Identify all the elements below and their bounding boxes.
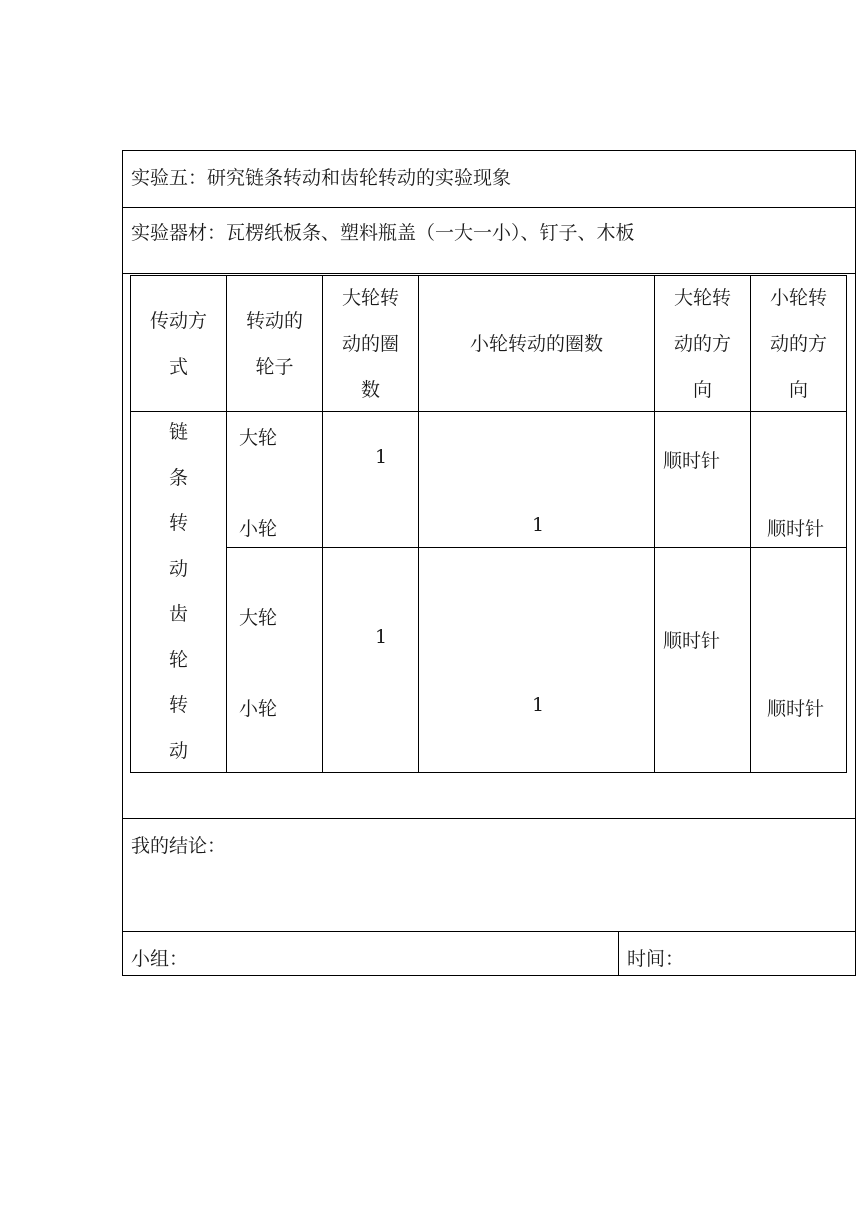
group1-big-turns: 1 — [375, 446, 388, 468]
mode-label: 链 条 转 动 齿 轮 转 动 — [168, 421, 188, 762]
group2-big-turns: 1 — [375, 626, 388, 648]
header-small-turns: 小轮转动的圈数 — [469, 332, 603, 355]
conclusion-label: 我的结论： — [131, 835, 227, 857]
group2-small-turns: 1 — [532, 694, 545, 716]
time-field[interactable] — [688, 932, 853, 976]
group-divider — [226, 547, 846, 548]
header-small-direction: 小轮转 动的方 向 — [769, 286, 827, 401]
header-mode: 传动方 式 — [149, 309, 207, 378]
group1-big-direction: 顺时针 — [663, 450, 721, 472]
header-wheel: 转动的 轮子 — [245, 309, 303, 378]
group1-small-wheel: 小轮 — [239, 518, 278, 540]
group2-big-wheel: 大轮 — [239, 607, 278, 629]
header-divider — [131, 411, 846, 412]
header-big-direction: 大轮转 动的方 向 — [673, 286, 731, 401]
materials-text: 实验器材：瓦楞纸板条、塑料瓶盖（一大一小）、钉子、木板 — [131, 222, 635, 244]
group1-small-turns: 1 — [532, 514, 545, 536]
time-label: 时间： — [627, 948, 685, 970]
group2-small-direction: 顺时针 — [767, 698, 825, 720]
footer-col-divider — [618, 932, 619, 975]
worksheet — [122, 150, 856, 976]
group2-small-wheel: 小轮 — [239, 698, 278, 720]
group-label: 小组： — [131, 948, 189, 970]
experiment-title: 实验五：研究链条转动和齿轮转动的实验现象 — [131, 167, 512, 189]
title-row — [123, 151, 855, 208]
group1-small-direction: 顺时针 — [767, 518, 825, 540]
materials-row — [123, 207, 855, 274]
data-table — [130, 275, 847, 773]
header-big-turns: 大轮转 动的圈 数 — [341, 286, 399, 401]
group-field[interactable] — [193, 932, 613, 976]
group2-big-direction: 顺时针 — [663, 630, 721, 652]
conclusion-area[interactable] — [123, 819, 855, 931]
group1-big-wheel: 大轮 — [239, 427, 278, 449]
